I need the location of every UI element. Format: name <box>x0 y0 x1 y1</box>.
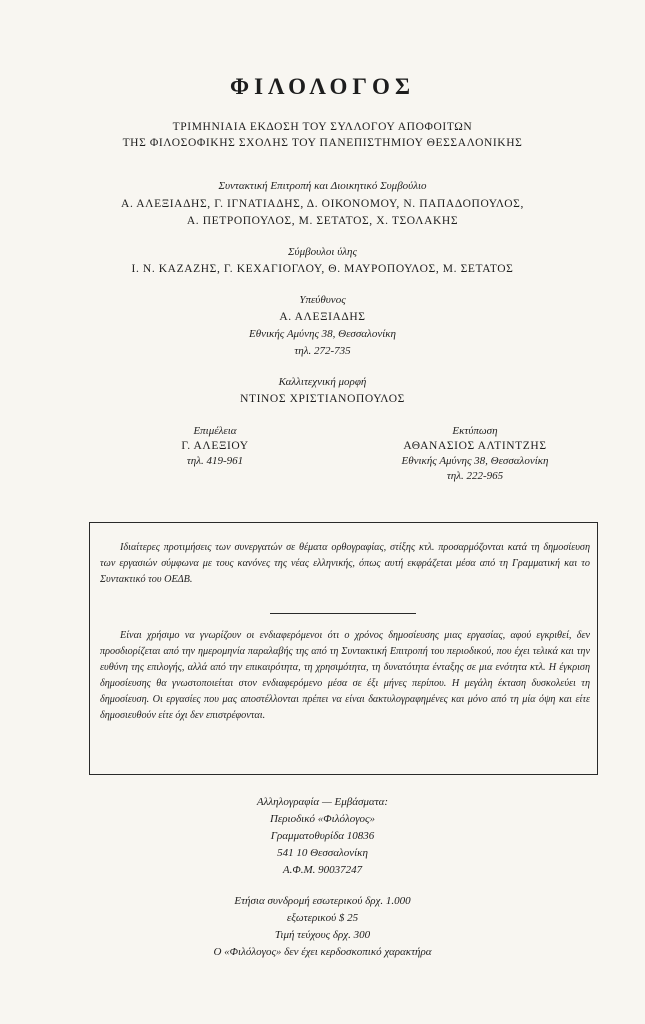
artistic-label: Καλλιτεχνική μορφή <box>278 376 367 388</box>
correspondence-line3: Γραμματοθυρίδα 10836 <box>270 830 375 842</box>
printing-label: Εκτύπωση <box>452 425 498 437</box>
responsible-address: Εθνικής Αμύνης 38, Θεσσαλονίκη <box>249 328 396 340</box>
notice-paragraph-2: Είναι χρήσιμο να γνωρίζουν οι ενδιαφερόμενοι ότι ο χρόνος δημοσίευσης μιας εργασίας, αφού εγκριθεί, δεν προσδιορίζεται από την ημερομηνία παραλαβής της από τη Συντακτική Επιτροπή του περιοδικού, που έχει τελικά και την ευθύνη της επιλογής, αλλά από την επικαιρότητα, τη χρησιμότητα, τη δυνατότητα ένταξης σε μια ενότητα κτλ. Η έγκριση δημοσίευσης θα γνωστοποιείται στον ενδιαφερόμενο μέσα σε έξι μήνες περίπου. Η μεγάλη έκταση δυσκολεύει τη δημοσίευση. Οι εργασίες που μας αποστέλλονται πρέπει να είναι δακτυλογραφημένες και μόνο από τη μία όψη και είτε δημοσιευθούν είτε όχι δεν επιστρέφονται. <box>100 630 590 721</box>
editing-block <box>150 425 280 467</box>
printing-block <box>365 425 585 482</box>
committee-names-line1: Α. ΑΛΕΞΙΑΔΗΣ, Γ. ΙΓΝΑΤΙΑΔΗΣ, Δ. ΟΙΚΟΝΟΜΟΥ, Ν. ΠΑΠΑΔΟΠΟΥΛΟΣ, <box>121 198 524 210</box>
journal-subtitle-line1: ΤΡΙΜΗΝΙΑΙΑ ΕΚΔΟΣΗ ΤΟΥ ΣΥΛΛΟΓΟΥ ΑΠΟΦΟΙΤΩΝ <box>172 121 473 133</box>
editing-phone: τηλ. 419-961 <box>186 455 244 467</box>
notice-divider <box>270 613 416 614</box>
responsible-phone: τηλ. 272-735 <box>294 345 351 357</box>
correspondence-line5: Α.Φ.Μ. 90037247 <box>282 864 363 876</box>
advisors-names: Ι. Ν. ΚΑΖΑΖΗΣ, Γ. ΚΕΧΑΓΙΟΓΛΟΥ, Θ. ΜΑΥΡΟΠΟΥΛΟΣ, Μ. ΣΕΤΑΤΟΣ <box>131 263 514 275</box>
printing-name: ΑΘΑΝΑΣΙΟΣ ΑΛΤΙΝΤΖΗΣ <box>403 440 547 452</box>
correspondence-line4: 541 10 Θεσσαλονίκη <box>277 847 368 859</box>
printing-phone: τηλ. 222-965 <box>446 470 504 482</box>
responsible-name: Α. ΑΛΕΞΙΑΔΗΣ <box>279 311 366 323</box>
subscription-line3: Τιμή τεύχους δρχ. 300 <box>274 929 371 941</box>
correspondence-line2: Περιοδικό «Φιλόλογος» <box>269 813 376 825</box>
subscription-line4: Ο «Φιλόλογος» δεν έχει κερδοσκοπικό χαρακτήρα <box>213 946 432 958</box>
correspondence-line1: Αλληλογραφία — Εμβάσματα: <box>256 796 389 808</box>
journal-subtitle-line2: ΤΗΣ ΦΙΛΟΣΟΦΙΚΗΣ ΣΧΟΛΗΣ ΤΟΥ ΠΑΝΕΠΙΣΤΗΜΙΟΥ ΘΕΣΣΑΛΟΝΙΚΗΣ <box>122 137 523 149</box>
journal-title: ΦΙΛΟΛΟΓΟΣ <box>230 74 415 99</box>
subscription-line2: εξωτερικού $ 25 <box>286 912 359 924</box>
editing-label: Επιμέλεια <box>193 425 237 437</box>
subscription-line1: Ετήσια συνδρομή εσωτερικού δρχ. 1.000 <box>234 895 411 907</box>
committee-label: Συντακτική Επιτροπή και Διοικητικό Συμβούλιο <box>218 180 427 192</box>
printing-address: Εθνικής Αμύνης 38, Θεσσαλονίκη <box>401 455 549 467</box>
advisors-label: Σύμβουλοι ύλης <box>288 246 357 258</box>
editing-name: Γ. ΑΛΕΞΙΟΥ <box>181 440 249 452</box>
committee-names-line2: Α. ΠΕΤΡΟΠΟΥΛΟΣ, Μ. ΣΕΤΑΤΟΣ, Χ. ΤΣΟΛΑΚΗΣ <box>186 215 459 227</box>
notice-paragraph-1: Ιδιαίτερες προτιμήσεις των συνεργατών σε θέματα ορθογραφίας, στίξης κτλ. προσαρμόζονται κατά τη δημοσίευση των εργασιών σύμφωνα με τους κανόνες της νέας ελληνικής, όπως αυτή εκφράζεται μέσα από τη Γραμματική και το Συντακτικό του ΟΕΔΒ. <box>100 542 590 585</box>
artistic-name: ΝΤΙΝΟΣ ΧΡΙΣΤΙΑΝΟΠΟΥΛΟΣ <box>240 393 405 405</box>
responsible-label: Υπεύθυνος <box>299 294 346 306</box>
